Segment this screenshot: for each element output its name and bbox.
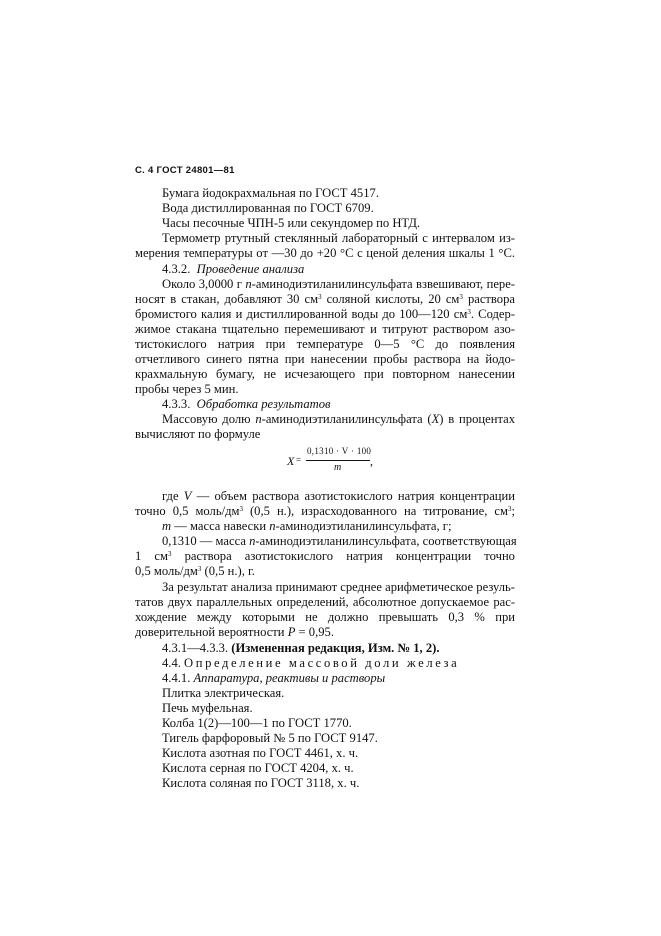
formula-comma: ,: [370, 454, 373, 468]
text-run: 4.3.1—4.3.3.: [162, 641, 232, 655]
text-run: ;: [511, 504, 515, 518]
section-number: 4.4.: [162, 656, 185, 670]
page-header: С. 4 ГОСТ 24801—81: [135, 165, 235, 176]
body-line: пробы через 5 мин.: [135, 382, 239, 396]
text-run: ) в процентах: [439, 412, 515, 426]
body-line: За результат анализа принимают среднее арифметическое резуль-: [162, 580, 515, 594]
section-number: 4.4.1.: [162, 671, 194, 685]
reagent-line: Кислота соляная по ГОСТ 3118, х. ч.: [162, 776, 360, 790]
body-line: [162, 277, 515, 292]
reagent-line: Часы песочные ЧПН-5 или секундомер по НТД.: [162, 216, 421, 230]
text-run: 0,1310 — масса: [162, 534, 250, 548]
text-run: -аминодиэтиланилинсульфата взвешивают, пере-: [251, 277, 515, 291]
superscript: 3: [197, 565, 202, 573]
text-run: V: [183, 489, 192, 503]
reagent-line: Вода дистиллированная по ГОСТ 6709.: [162, 201, 374, 215]
text-run: m: [162, 519, 172, 533]
text-run: раствора: [462, 292, 515, 306]
body-line: [162, 534, 515, 549]
formula-equals: =: [296, 455, 302, 465]
text-run: соляной кислоты, 20 см: [321, 292, 460, 306]
section-title: Обработка результатов: [196, 397, 331, 411]
formula-lhs: X: [287, 454, 295, 468]
superscript: 3: [508, 505, 512, 513]
section-title: Аппаратура, реактивы и растворы: [193, 671, 386, 685]
section-heading-4-4-1: [162, 671, 515, 686]
superscript: 3: [318, 293, 322, 301]
section-heading-4-4: [162, 656, 515, 671]
body-line: вычисляют по формуле: [135, 427, 261, 441]
superscript: 3: [467, 308, 471, 316]
amendment-note: [162, 641, 515, 656]
text-run: точно 0,5 моль/дм: [135, 504, 240, 518]
text-run: Массовую долю: [162, 412, 256, 426]
text-run: P: [287, 625, 296, 639]
text-run: носят в стакан, добавляют 30 см: [135, 292, 319, 306]
reagent-line: Колба 1(2)—100—1 по ГОСТ 1770.: [162, 716, 352, 730]
section-number: 4.3.2.: [162, 262, 191, 276]
text-run: раствора азотистокислого натрия концентрации точно: [171, 549, 515, 563]
reagent-line: Печь муфельная.: [162, 701, 253, 715]
reagent-line: Тигель фарфоровый № 5 по ГОСТ 9147.: [162, 731, 378, 745]
text-run: -аминодиэтиланилинсульфата, г;: [275, 519, 452, 533]
text-run: — масса навески: [171, 519, 270, 533]
superscript: 3: [168, 550, 172, 558]
body-line: жимое стакана тщательно перемешивают и титруют раствором азо-: [135, 322, 515, 336]
fraction-bar: [306, 460, 370, 461]
text-run: n: [269, 519, 276, 533]
text-run: 0,5 моль/дм: [135, 564, 198, 578]
text-run: . Содер-: [470, 307, 515, 321]
section-heading-4-3-3: [162, 397, 515, 412]
section-number: 4.3.3.: [162, 397, 191, 411]
body-line: [135, 549, 515, 564]
text-run: 1 см: [135, 549, 168, 563]
text-run: бромистого калия и дистиллированной воды до 100—120 см: [135, 307, 468, 321]
reagent-line: Плитка электрическая.: [162, 686, 285, 700]
section-title: Определение массовой доли железа: [184, 656, 460, 670]
formula-numerator: 0,1310 · V · 100: [307, 446, 372, 456]
body-line: крахмальную бумагу, не исчезающего при повторном нанесении: [135, 367, 515, 381]
body-line: [162, 519, 515, 534]
text-run: — объем раствора азотистокислого натрия концентрации: [191, 489, 515, 503]
reagent-line: Бумага йодокрахмальная по ГОСТ 4517.: [162, 186, 379, 200]
superscript: 3: [239, 505, 243, 513]
text-run: n: [255, 412, 262, 426]
amendment-text: (Измененная редакция, Изм. № 1, 2).: [231, 641, 440, 655]
body-line: отчетливого синего пятна при нанесении пробы раствора на йодо-: [135, 352, 515, 366]
body-line: [162, 489, 515, 504]
body-line: [135, 504, 515, 519]
text-run: X: [431, 412, 440, 426]
text-run: (0,5 н.), израсходованного на титрование, см: [242, 504, 508, 518]
body-line: [135, 307, 515, 322]
text-run: n: [245, 277, 252, 291]
text-run: = 0,95.: [295, 625, 334, 639]
text-run: (0,5 н.), г.: [201, 564, 255, 578]
text-run: где: [162, 489, 184, 503]
body-line: мерения температуры от —30 до +20 °С с ценой деления шкалы 1 °С.: [135, 246, 515, 260]
body-line: хождение между которыми не должно превышать 0,3 % при: [135, 610, 515, 624]
formula: [287, 446, 387, 486]
body-line: [135, 625, 515, 640]
formula-denominator: m: [334, 462, 342, 473]
text-run: n: [249, 534, 256, 548]
body-line: [135, 564, 515, 579]
body-line: татов двух параллельных определений, абсолютное допускаемое рас-: [135, 595, 515, 609]
reagent-line: Кислота серная по ГОСТ 4204, х. ч.: [162, 761, 354, 775]
body-line: Термометр ртутный стеклянный лабораторный с интервалом из-: [162, 231, 515, 245]
text-run: -аминодиэтиланилинсульфата (: [261, 412, 432, 426]
reagent-line: Кислота азотная по ГОСТ 4461, х. ч.: [162, 746, 359, 760]
section-title: Проведение анализа: [196, 262, 305, 276]
section-heading-4-3-2: [162, 262, 515, 277]
text-run: -аминодиэтиланилинсульфата, соответствующая: [255, 534, 517, 548]
text-run: Около 3,0000 г: [162, 277, 246, 291]
body-line: [135, 292, 515, 307]
body-line: тистокислого натрия при температуре 0—5 °С до появления: [135, 337, 515, 351]
text-run: доверительной вероятности: [135, 625, 288, 639]
superscript: 3: [459, 293, 463, 301]
body-line: [162, 412, 515, 427]
